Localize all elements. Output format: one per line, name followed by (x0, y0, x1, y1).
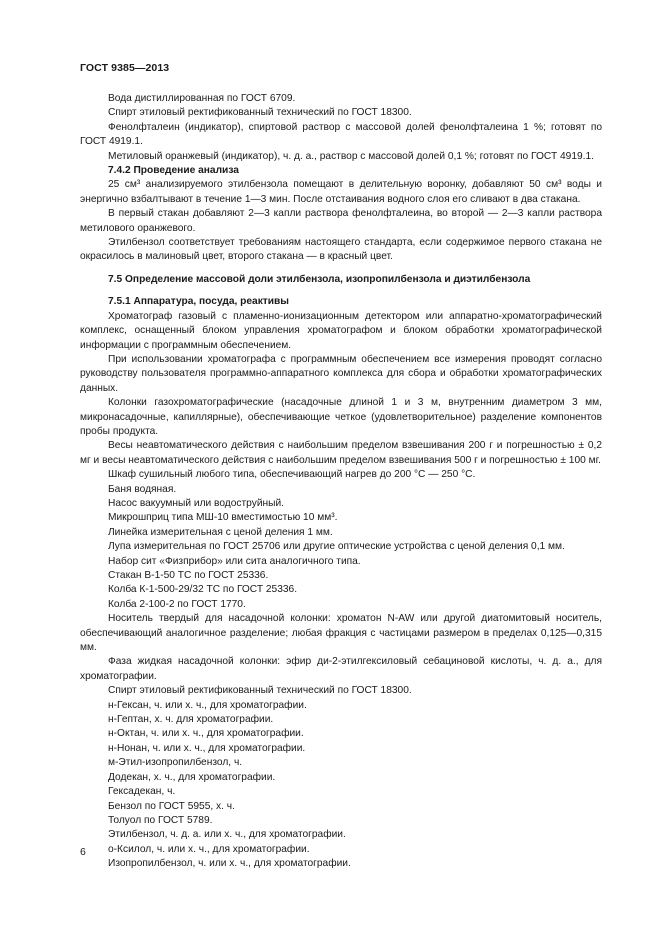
paragraph: н-Гексан, ч. или х. ч., для хроматографии. (108, 699, 307, 711)
paragraph: Линейка измерительная с ценой деления 1 мм. (108, 526, 333, 538)
paragraph: Стакан В-1-50 ТС по ГОСТ 25336. (108, 570, 269, 581)
paragraph: Толуол по ГОСТ 5789. (108, 814, 213, 826)
paragraph: Вода дистиллированная по ГОСТ 6709. (108, 93, 296, 104)
paragraph: Баня водяная. (108, 483, 177, 495)
paragraph: Колонки газохроматографические (насадочные длиной 1 и 3 м, внутренним диаметром 3 мм, микронасадочные, капиллярные), обеспечивающие четкое (удовлетворительное) разделение компонентов пробы продукта. (80, 397, 602, 437)
paragraph: Хроматограф газовый с пламенно-ионизационным детектором или аппаратно-хроматографический комплекс, оснащенный блоком управления хроматографом и блоком обработки хроматографической информации с программным обеспечением. (80, 310, 602, 351)
paragraph: Изопропилбензол, ч. или х. ч., для хроматографии. (108, 858, 351, 870)
paragraph: Колба К-1-500-29/32 ТС по ГОСТ 25336. (108, 584, 298, 596)
spacer (80, 265, 602, 273)
paragraph: Носитель твердый для насадочной колонки: хроматон N-AW или другой диатомитовый носитель, обеспечивающий аналогичное разделение; любая фракция с частицами размером в пределах 0,125—0,315 мм. (80, 613, 602, 654)
paragraph: Этилбензол, ч. д. а. или х. ч., для хроматографии. (108, 829, 346, 841)
paragraph: Весы неавтоматического действия с наибольшим пределом взвешивания 200 г и погрешностью ± 0,2 мг и весы неавтоматического действия с наибольшим пределом взвешивания 500 г и погрешностью ± 100 мг. (80, 440, 602, 466)
paragraph: Гексадекан, ч. (108, 786, 176, 798)
paragraph: Метиловый оранжевый (индикатор), ч. д. а., раствор с массовой долей 0,1 %; готовят по ГОСТ 4919.1. (108, 150, 594, 162)
paragraph: Фенолфталеин (индикатор), спиртовой раствор с массовой долей фенолфталеина 1 %; готовят по ГОСТ 4919.1. (80, 121, 602, 148)
paragraph: Микрошприц типа МШ-10 вместимостью 10 мм³. (108, 512, 338, 524)
section-heading-7-5-1: 7.5.1 Аппаратура, посуда, реактивы (108, 296, 290, 308)
section-heading-7-4-2: 7.4.2 Проведение анализа (108, 165, 239, 177)
paragraph: н-Гептан, х. ч. для хроматографии. (108, 714, 274, 726)
paragraph: Шкаф сушильный любого типа, обеспечивающий нагрев до 200 °С — 250 °С. (108, 469, 476, 481)
paragraph: Набор сит «Физприбор» или сита аналогичного типа. (108, 555, 361, 567)
paragraph: Фаза жидкая насадочной колонки: эфир ди-2-этилгексиловый себациновой кислоты, ч. д. а., для хроматографии. (80, 656, 602, 682)
paragraph: 25 см³ анализируемого этилбензола помещают в делительную воронку, добавляют 50 см³ воды и энергично взбалтывают в течение 1—3 мин. После отстаивания водного слоя его сливают в два стакана. (80, 179, 602, 205)
paragraph: м-Этил-изопропилбензол, ч. (108, 757, 243, 769)
paragraph: о-Ксилол, ч. или х. ч., для хроматографии. (108, 843, 310, 855)
paragraph: Спирт этиловый ректификованный технический по ГОСТ 18300. (108, 107, 412, 119)
paragraph: н-Нонан, ч. или х. ч., для хроматографии. (108, 742, 306, 754)
spacer (80, 287, 602, 295)
paragraph: Додекан, х. ч., для хроматографии. (108, 771, 276, 783)
paragraph: Колба 2-100-2 по ГОСТ 1770. (108, 598, 246, 610)
paragraph: Этилбензол соответствует требованиям настоящего стандарта, если содержимое первого стакана не окрасилось в малиновый цвет, второго стакана — в красный цвет. (80, 237, 602, 263)
document-header: ГОСТ 9385—2013 (80, 62, 170, 74)
paragraph: В первый стакан добавляют 2—3 капли раствора фенолфталеина, во второй — 2—3 капли раствора метилового оранжевого. (80, 208, 602, 234)
document-body (80, 92, 602, 872)
paragraph: Спирт этиловый ректификованный технический по ГОСТ 18300. (108, 685, 412, 697)
paragraph: Насос вакуумный или водоструйный. (108, 497, 284, 509)
paragraph: Бензол по ГОСТ 5955, х. ч. (108, 800, 235, 812)
paragraph: При использовании хроматографа с программным обеспечением все измерения проводят согласно руководству пользователя программно-аппаратного комплекса для сбора и обработки хроматографических данных. (80, 353, 602, 394)
paragraph: Лупа измерительная по ГОСТ 25706 или другие оптические устройства с ценой деления 0,1 мм. (108, 541, 565, 553)
page-number: 6 (80, 846, 86, 858)
section-heading-7-5: 7.5 Определение массовой доли этилбензола, изопропилбензола и диэтилбензола (108, 273, 531, 285)
paragraph: н-Октан, ч. или х. ч., для хроматографии. (108, 728, 304, 740)
